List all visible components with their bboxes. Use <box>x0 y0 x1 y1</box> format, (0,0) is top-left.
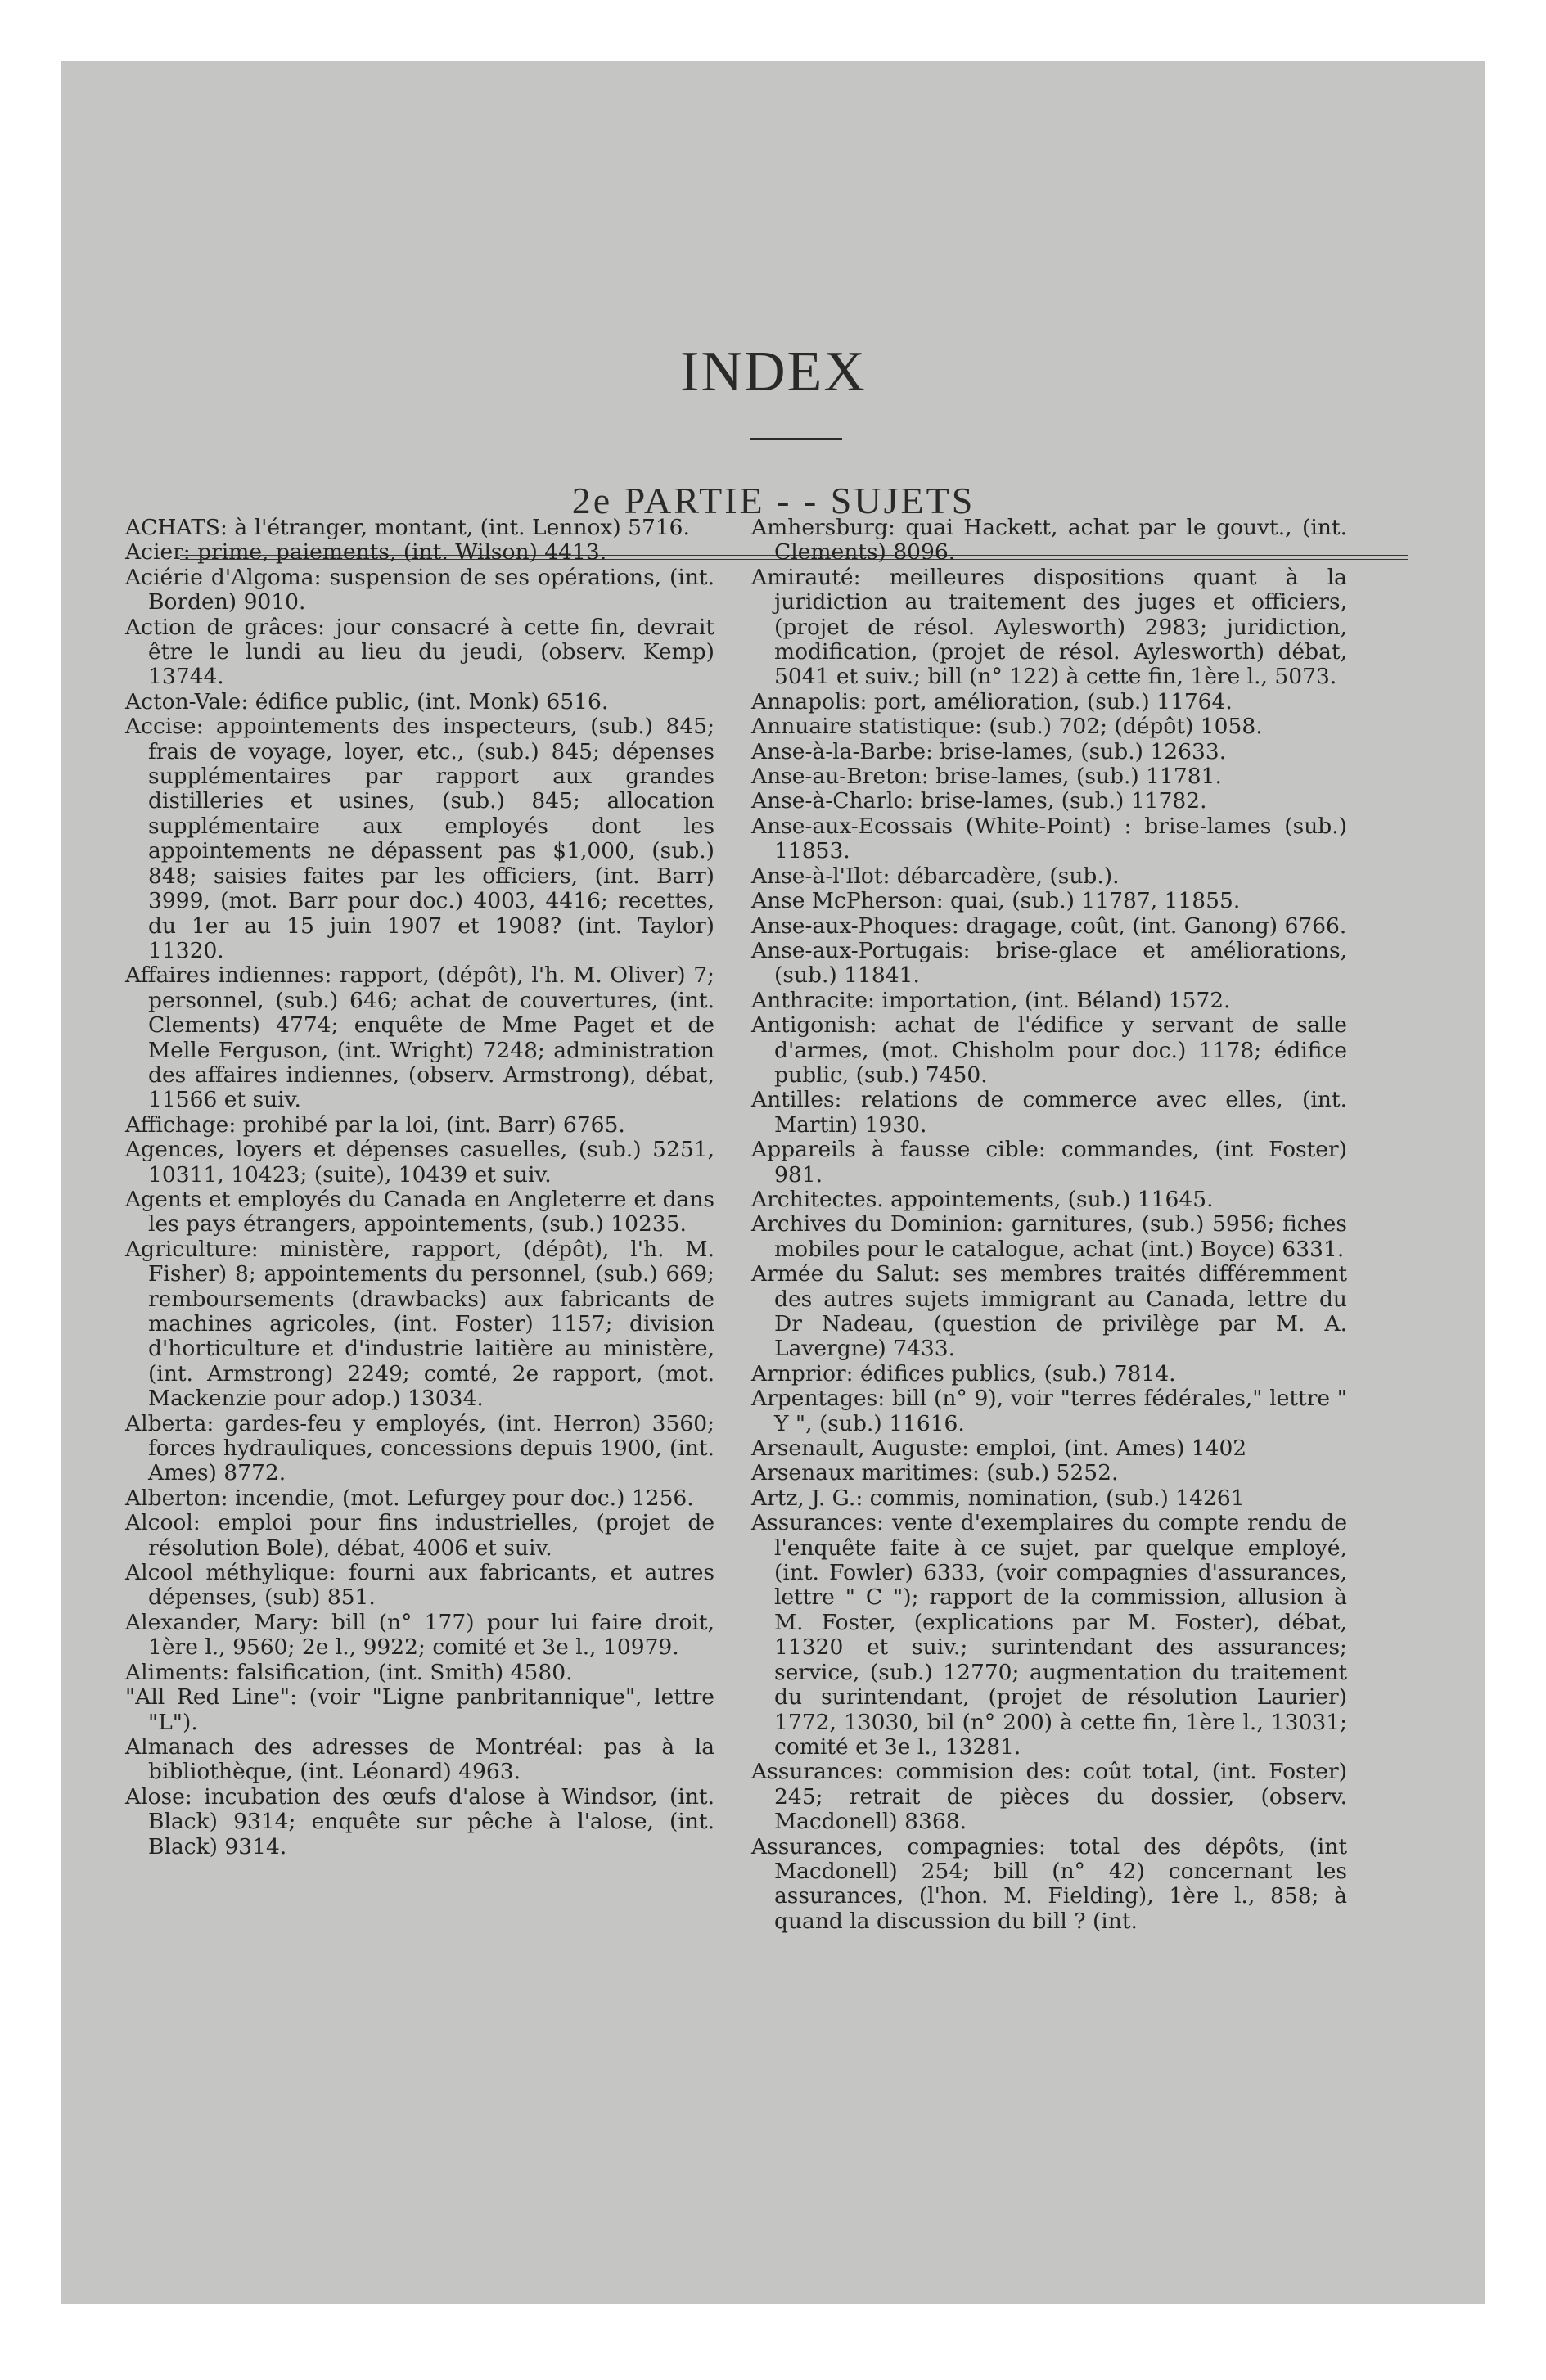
index-entry: Anse-aux-Phoques: dragage, coût, (int. Ganong) 6766. <box>751 913 1347 939</box>
index-entry: Anse-à-la-Barbe: brise-lames, (sub.) 12633. <box>751 738 1227 764</box>
index-entry: Assurances: commision des: coût total, (int. Foster) 245; retrait de pièces du dossier, (observ. Macdonell) 8368. <box>751 1759 1347 1835</box>
index-entry: Affaires indiennes: rapport, (dépôt), l'h. M. Oliver) 7; personnel, (sub.) 646; achat de couvertures, (int. Clements) 4774; enquête de Mme Paget et de Melle Ferguson, (int. Wright) 7248; administration des affaires indiennes, (observ. Armstrong), débat, 11566 et suiv. <box>125 962 714 1113</box>
index-entry: Annapolis: port, amélioration, (sub.) 11764. <box>751 688 1233 714</box>
index-entry: Antigonish: achat de l'édifice y servant de salle d'armes, (mot. Chisholm pour doc.) 1178; édifice public, (sub.) 7450. <box>751 1012 1347 1088</box>
index-column-right <box>751 516 1347 1934</box>
index-entry: Alose: incubation des œufs d'alose à Windsor, (int. Black) 9314; enquête sur pêche à l'alose, (int. Black) 9314. <box>125 1783 714 1859</box>
index-entry: Alcool: emploi pour fins industrielles, (projet de résolution Bole), débat, 4006 et suiv. <box>125 1510 714 1561</box>
index-entry: Anse-aux-Portugais: brise-glace et améliorations, (sub.) 11841. <box>751 937 1347 989</box>
page-title: INDEX <box>680 340 867 403</box>
index-entry: Archives du Dominion: garnitures, (sub.) 5956; fiches mobiles pour le catalogue, achat (int.) Boyce) 6331. <box>751 1211 1347 1262</box>
index-entry: Arpentages: bill (n° 9), voir "terres fédérales," lettre " Y ", (sub.) 11616. <box>751 1386 1347 1436</box>
index-entry: Acton-Vale: édifice public, (int. Monk) 6516. <box>125 688 609 714</box>
index-entry: Action de grâces: jour consacré à cette fin, devrait être le lundi au lieu du jeudi, (observ. Kemp) 13744. <box>125 614 714 690</box>
index-entry: Almanach des adresses de Montréal: pas à la bibliothèque, (int. Léonard) 4963. <box>125 1733 714 1785</box>
index-entry: Antilles: relations de commerce avec elles, (int. Martin) 1930. <box>751 1087 1347 1138</box>
index-entry: Affichage: prohibé par la loi, (int. Barr) 6765. <box>125 1111 625 1138</box>
index-entry: Arsenaux maritimes: (sub.) 5252. <box>751 1460 1119 1486</box>
index-entry: Agents et employés du Canada en Angleterre et dans les pays étrangers, appointements, (sub.) 10235. <box>125 1186 714 1237</box>
index-entry: Accise: appointements des inspecteurs, (sub.) 845; frais de voyage, loyer, etc., (sub.) 845; dépenses supplémentaires par rapport aux grandes distilleries et usines, (sub.) 845; allocation supplémentaire aux employés dont les appointements ne dépassent pas $1,000, (sub.) 848; saisies faites par les officiers, (int. Barr) 3999, (mot. Barr pour doc.) 4003, 4416; recettes, du 1er au 15 juin 1907 et 1908? (int. Taylor) 11320. <box>125 714 714 963</box>
index-entry: Anse McPherson: quai, (sub.) 11787, 11855. <box>751 888 1241 914</box>
index-entry: ACHATS: à l'étranger, montant, (int. Lennox) 5716. <box>125 515 690 540</box>
index-entry: Assurances: vente d'exemplaires du compte rendu de l'enquête faite à ce sujet, par quelque employé, (int. Fowler) 6333, (voir compagnies d'assurances, lettre " C "); rapport de la commission, allusion à M. Foster, (explications par M. Foster), débat, 11320 et suiv.; surintendant des assurances; service, (sub.) 12770; augmentation du traitement du surintendant, (projet de résolution Laurier) 1772, 13030, bil (n° 200) à cette fin, 1ère l., 13031; comité et 3e l., 13281. <box>751 1510 1347 1760</box>
title-rule <box>750 438 842 440</box>
index-entry: Alberta: gardes-feu y employés, (int. Herron) 3560; forces hydrauliques, concessions depuis 1900, (int. Ames) 8772. <box>125 1410 714 1486</box>
index-entry: Alberton: incendie, (mot. Lefurgey pour doc.) 1256. <box>125 1485 694 1511</box>
index-entry: Amhersburg: quai Hackett, achat par le gouvt., (int. Clements) 8096. <box>751 515 1347 566</box>
index-entry: Amirauté: meilleures dispositions quant à la juridiction au traitement des juges et officiers, (projet de résol. Aylesworth) 2983; juridiction, modification, (projet de résol. Aylesworth) débat, 5041 et suiv.; bill (n° 122) à cette fin, 1ère l., 5073. <box>751 564 1347 690</box>
index-entry: Annuaire statistique: (sub.) 702; (dépôt) 1058. <box>751 714 1263 740</box>
index-entry: Anse-à-Charlo: brise-lames, (sub.) 11782. <box>751 788 1207 814</box>
index-entry: Appareils à fausse cible: commandes, (int Foster) 981. <box>751 1137 1347 1188</box>
index-entry: Anse-à-l'Ilot: débarcadère, (sub.). <box>751 863 1120 889</box>
index-column-left <box>125 516 714 1859</box>
index-entry: Artz, J. G.: commis, nomination, (sub.) 14261 <box>751 1485 1245 1511</box>
index-entry: Anse-aux-Ecossais (White-Point) : brise-lames (sub.) 11853. <box>751 813 1347 864</box>
index-entry: Agences, loyers et dépenses casuelles, (sub.) 5251, 10311, 10423; (suite), 10439 et suiv. <box>125 1137 714 1188</box>
index-entry: Assurances, compagnies: total des dépôts, (int Macdonell) 254; bill (n° 42) concernant les assurances, (l'hon. M. Fielding), 1ère l., 858; à quand la discussion du bill ? (int. <box>751 1833 1347 1934</box>
index-entry: Arnprior: édifices publics, (sub.) 7814. <box>751 1360 1176 1386</box>
index-entry: Architectes. appointements, (sub.) 11645. <box>751 1186 1214 1212</box>
index-entry: Aliments: falsification, (int. Smith) 4580. <box>125 1659 573 1685</box>
index-entry: Aciérie d'Algoma: suspension de ses opérations, (int. Borden) 9010. <box>125 564 714 615</box>
page-subtitle: 2e PARTIE - - SUJETS <box>571 480 976 521</box>
index-entry: Anthracite: importation, (int. Béland) 1572. <box>751 987 1231 1013</box>
index-entry: Alcool méthylique: fourni aux fabricants, et autres dépenses, (sub) 851. <box>125 1560 714 1611</box>
index-entry: Agriculture: ministère, rapport, (dépôt), l'h. M. Fisher) 8; appointements du personnel, (sub.) 669; remboursements (drawbacks) aux fabricants de machines agricoles, (int. Foster) 1157; division d'horticulture et d'industrie laitière au ministère, (int. Armstrong) 2249; comté, 2e rapport, (mot. Mackenzie pour adop.) 13034. <box>125 1236 714 1412</box>
index-entry: Arsenault, Auguste: emploi, (int. Ames) 1402 <box>751 1436 1247 1462</box>
index-entry: Anse-au-Breton: brise-lames, (sub.) 11781. <box>751 764 1222 790</box>
index-entry: Alexander, Mary: bill (n° 177) pour lui faire droit, 1ère l., 9560; 2e l., 9922; comité et 3e l., 10979. <box>125 1609 714 1661</box>
index-entry: "All Red Line": (voir "Ligne panbritannique", lettre "L"). <box>125 1684 714 1735</box>
index-entry: Acier: prime, paiements, (int. Wilson) 4413. <box>125 539 607 566</box>
index-entry: Armée du Salut: ses membres traités différemment des autres sujets immigrant au Canada, lettre du Dr Nadeau, (question de privilège par M. A. Lavergne) 7433. <box>751 1261 1347 1362</box>
